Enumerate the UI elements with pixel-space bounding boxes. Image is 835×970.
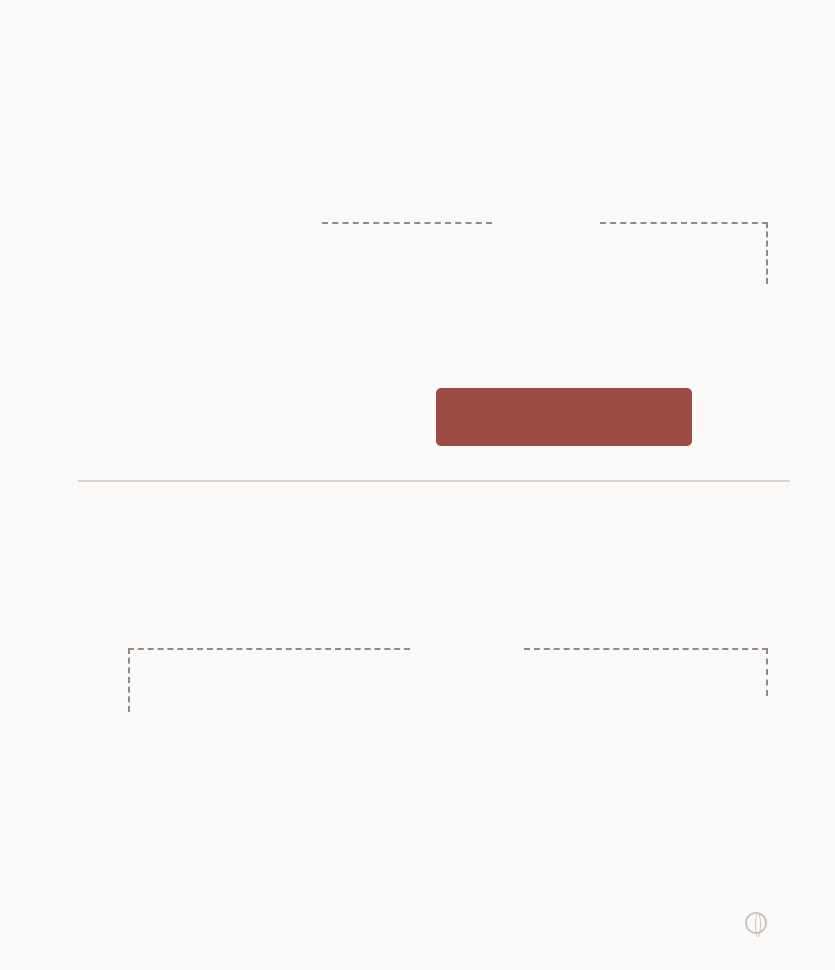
unemployment-line-svg (134, 630, 790, 830)
watermark-note (436, 388, 692, 446)
chart1-bracket-left (322, 222, 492, 224)
chart2-x-axis (78, 840, 790, 890)
chart1-bracket-right (600, 222, 768, 224)
unemployment-line-chart (78, 630, 790, 830)
chart2-y-axis (78, 630, 134, 830)
chart1-year-axis (78, 510, 790, 534)
chart2-plot-area (134, 630, 790, 830)
brand-logo (745, 912, 775, 934)
globe-icon (745, 912, 767, 934)
chart1-baseline (78, 480, 790, 482)
